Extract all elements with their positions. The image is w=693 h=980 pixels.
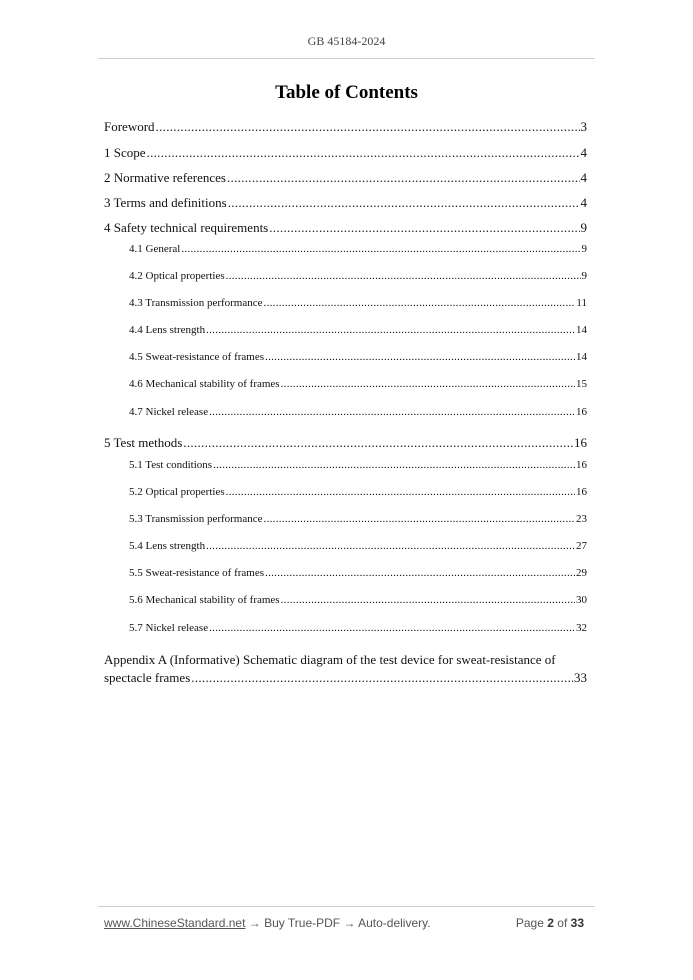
toc-entry-label: 4.7 Nickel release	[129, 406, 209, 418]
toc-entry-page: 29	[576, 567, 587, 579]
toc-entry-label: Foreword	[104, 119, 155, 134]
toc-entry-terms-definitions[interactable]	[104, 195, 587, 211]
toc-entry-label: 5 Test methods	[104, 435, 183, 450]
toc-entry-4-5[interactable]	[129, 351, 587, 363]
toc-title: Table of Contents	[275, 82, 418, 103]
page-total: 33	[570, 916, 584, 930]
page-current: 2	[547, 916, 554, 930]
toc-entry-page: 4	[580, 145, 587, 160]
footer-tagline: → Buy True-PDF → Auto-delivery.	[245, 916, 431, 930]
toc-entry-label: 5.5 Sweat-resistance of frames	[129, 567, 265, 579]
toc-entry-page: 9	[581, 243, 587, 255]
page-indicator	[516, 916, 584, 930]
toc-entry-4-2[interactable]	[129, 270, 587, 282]
toc-entry-label: spectacle frames	[104, 670, 191, 685]
toc-entry-4-7[interactable]	[129, 406, 587, 418]
toc-entry-label: 4.2 Optical properties	[129, 270, 225, 282]
toc-entry-page: 14	[576, 324, 587, 336]
toc-entry-label: 3 Terms and definitions	[104, 195, 227, 210]
toc-entry-page: 27	[576, 540, 587, 552]
document-id-header: GB 45184-2024	[307, 34, 386, 48]
toc-entry-page: 14	[576, 351, 587, 363]
toc-entry-5-3[interactable]	[129, 513, 587, 525]
toc-entry-label: 5.7 Nickel release	[129, 622, 209, 634]
toc-entry-label: 5.3 Transmission performance	[129, 513, 263, 525]
toc-entry-safety-requirements[interactable]	[104, 220, 587, 236]
toc-entry-page: 9	[581, 270, 587, 282]
toc-entry-label: 4.4 Lens strength	[129, 324, 206, 336]
toc-entry-page: 9	[580, 220, 587, 235]
toc-entry-5-7[interactable]	[129, 622, 587, 634]
toc-entry-5-6[interactable]	[129, 594, 587, 606]
toc-entry-page: 16	[576, 459, 587, 471]
page-footer	[104, 916, 584, 930]
toc-entry-page: 16	[574, 435, 587, 450]
toc-entry-foreword[interactable]	[104, 119, 587, 135]
toc-entry-page: 33	[574, 670, 587, 685]
toc-entry-label: 4.1 General	[129, 243, 181, 255]
toc-entry-5-2[interactable]	[129, 486, 587, 498]
toc-entry-4-3[interactable]	[129, 297, 587, 309]
toc-entry-4-1[interactable]	[129, 243, 587, 255]
toc-entry-page: 16	[576, 406, 587, 418]
toc-entry-label: 4.6 Mechanical stability of frames	[129, 378, 280, 390]
footer-divider	[98, 906, 595, 907]
toc-entry-label: 4.3 Transmission performance	[129, 297, 263, 309]
toc-entry-label: 2 Normative references	[104, 170, 226, 185]
toc-entry-page: 11	[576, 297, 587, 309]
toc-entry-page: 3	[580, 119, 587, 134]
toc-entry-page: 16	[576, 486, 587, 498]
toc-entry-label: 5.2 Optical properties	[129, 486, 225, 498]
toc-entry-5-1[interactable]	[129, 459, 587, 471]
page-word: Page	[515, 916, 544, 930]
toc-entry-label: 5.4 Lens strength	[129, 540, 206, 552]
toc-entry-5-5[interactable]	[129, 567, 587, 579]
toc-entry-page: 32	[576, 622, 587, 634]
toc-entry-5-4[interactable]	[129, 540, 587, 552]
toc-entry-appendix-a[interactable]	[104, 670, 587, 686]
toc-entry-page: 4	[580, 170, 587, 185]
toc-entry-test-methods[interactable]	[104, 435, 587, 451]
toc-entry-4-4[interactable]	[129, 324, 587, 336]
toc-entry-label: 5.1 Test conditions	[129, 459, 213, 471]
toc-entry-label: 1 Scope	[104, 145, 146, 160]
toc-entry-label: 4 Safety technical requirements	[104, 220, 269, 235]
website-link[interactable]: www.ChineseStandard.net	[104, 916, 246, 930]
toc-entry-scope[interactable]	[104, 145, 587, 161]
toc-entry-label: 5.6 Mechanical stability of frames	[129, 594, 280, 606]
toc-entry-page: 15	[576, 378, 587, 390]
toc-entry-page: 30	[576, 594, 587, 606]
toc-entry-page: 23	[576, 513, 587, 525]
toc-entry-appendix-a-line1[interactable]: Appendix A (Informative) Schematic diagram of the test device for sweat-resistance of	[104, 652, 556, 667]
toc-entry-4-6[interactable]	[129, 378, 587, 390]
toc-entry-normative-references[interactable]	[104, 170, 587, 186]
page-of: of	[557, 916, 568, 930]
toc-entry-page: 4	[580, 195, 587, 210]
toc-entry-label: 4.5 Sweat-resistance of frames	[129, 351, 265, 363]
